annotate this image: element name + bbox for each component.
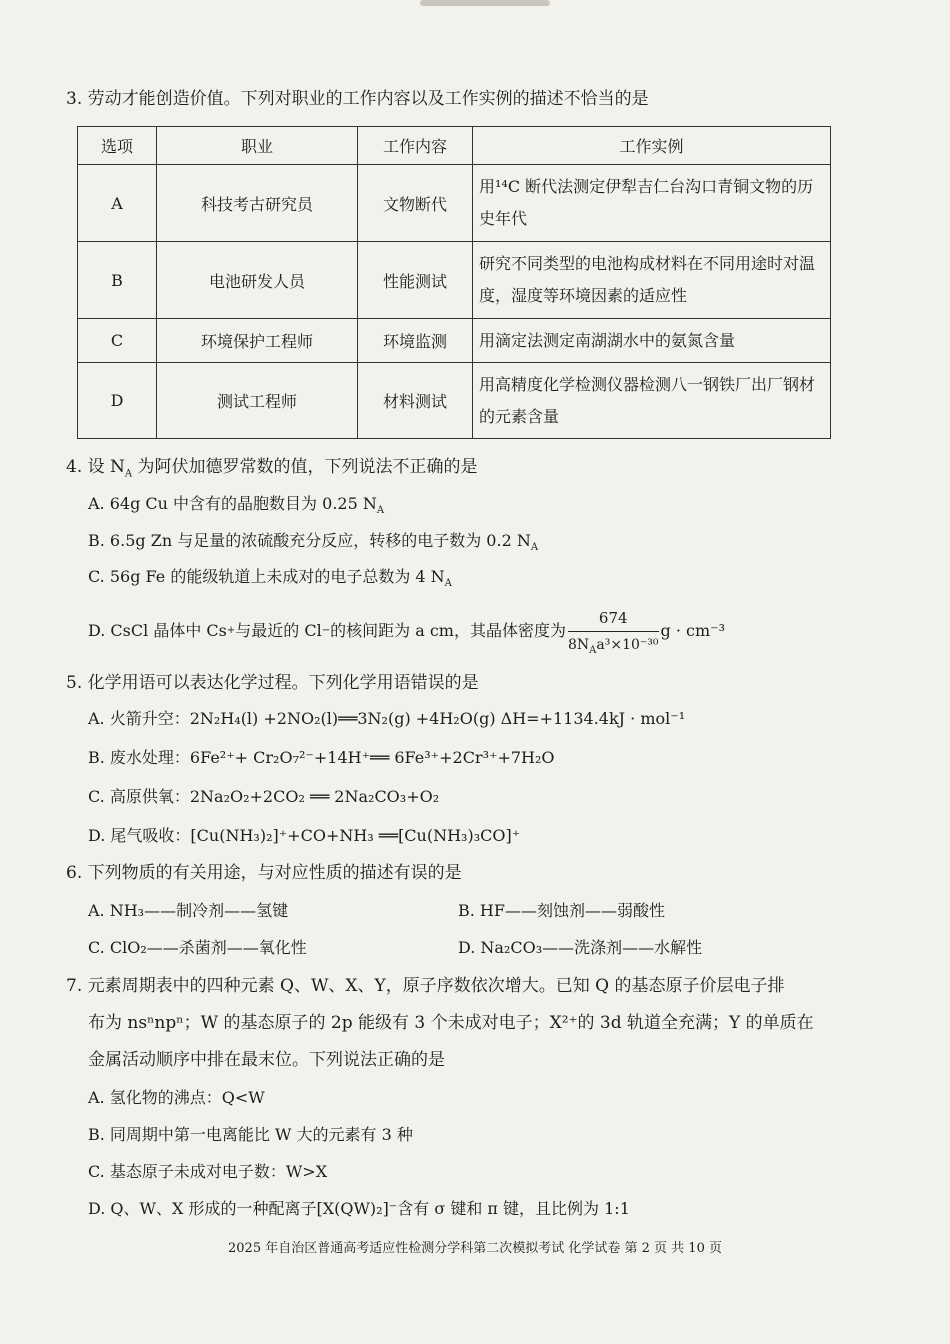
table-row	[78, 363, 831, 439]
q4-den-8n: 8N	[567, 636, 590, 653]
q4-fraction-denominator	[568, 632, 659, 656]
table-row	[78, 165, 831, 242]
q4-option-d-unit: g · cm⁻³	[660, 621, 725, 640]
q6-stem: 6. 下列物质的有关用途，与对应性质的描述有误的是	[66, 863, 462, 883]
q4-density-fraction	[568, 607, 659, 656]
q4-option-b	[88, 530, 538, 552]
q3-header-example: 工作实例	[473, 127, 831, 165]
q3-row-a-example: 用¹⁴C 断代法测定伊犁吉仁台沟口青铜文物的历史年代	[473, 165, 831, 242]
q4-option-b-text: B. 6.5g Zn 与足量的浓硫酸充分反应，转移的电子数为 0.2 N	[88, 531, 531, 550]
q7-stem-line3: 金属活动顺序中排在最末位。下列说法正确的是	[88, 1050, 445, 1070]
q4-stem-rest: 为阿伏加德罗常数的值，下列说法不正确的是	[132, 457, 478, 477]
q3-row-b-option: B	[78, 242, 157, 319]
q6-option-d: D. Na₂CO₃——洗涤剂——水解性	[458, 938, 703, 957]
scan-mark	[420, 0, 550, 6]
q3-row-b-example: 研究不同类型的电池构成材料在不同用途时对温度，湿度等环境因素的适应性	[473, 242, 831, 319]
q4-option-c	[88, 566, 452, 588]
page-footer: 2025 年自治区普通高考适应性检测分学科第二次模拟考试 化学试卷 第 2 页 共 10 页	[228, 1241, 722, 1256]
q3-row-a-content: 文物断代	[358, 165, 473, 242]
q7-option-c: C. 基态原子未成对电子数：W>X	[88, 1162, 328, 1181]
q3-row-c-content: 环境监测	[358, 319, 473, 363]
q7-stem-line2: 布为 nsⁿnpⁿ；W 的基态原子的 2p 能级有 3 个未成对电子；X²⁺的 3d 轨道全充满；Y 的单质在	[88, 1013, 814, 1033]
q3-row-d-content: 材料测试	[358, 363, 473, 439]
q4-option-d-mid: 与最近的 Cl	[235, 621, 322, 640]
q4-den-rest: a³×10⁻³⁰	[596, 636, 659, 653]
q5-stem: 5. 化学用语可以表达化学过程。下列化学用语错误的是	[66, 673, 479, 693]
q4-fraction-numerator: 674	[568, 607, 659, 632]
q3-row-d-option: D	[78, 363, 157, 439]
q5-option-c: C. 高原供氧：2Na₂O₂+2CO₂ ══ 2Na₂CO₃+O₂	[88, 787, 440, 806]
q3-row-a-option: A	[78, 165, 157, 242]
table-row	[78, 242, 831, 319]
q3-row-b-content: 性能测试	[358, 242, 473, 319]
q5-option-a: A. 火箭升空：2N₂H₄(l) +2NO₂(l)══3N₂(g) +4H₂O(g) ΔH=+1134.4kJ · mol⁻¹	[88, 709, 686, 728]
q4-option-b-sub: A	[530, 542, 539, 554]
q3-row-c-example: 用滴定法测定南湖湖水中的氨氮含量	[473, 319, 831, 363]
q4-option-a	[88, 493, 384, 515]
q4-option-a-text: A. 64g Cu 中含有的晶胞数目为 0.25 N	[88, 494, 377, 513]
table-row	[78, 319, 831, 363]
q7-stem-line1: 7. 元素周期表中的四种元素 Q、W、X、Y，原子序数依次增大。已知 Q 的基态原子价层电子排	[66, 976, 785, 996]
q7-option-d: D. Q、W、X 形成的一种配离子[X(QW)₂]⁻含有 σ 键和 π 键，且比例为 1:1	[88, 1199, 630, 1218]
q7-option-b: B. 同周期中第一电离能比 W 大的元素有 3 种	[88, 1125, 413, 1144]
q4-option-d-mid2: 的核间距为 a cm，其晶体密度为	[330, 621, 566, 640]
q5-option-b: B. 废水处理：6Fe²⁺+ Cr₂O₇²⁻+14H⁺══ 6Fe³⁺+2Cr³⁺+7H₂O	[88, 748, 555, 767]
q3-row-a-job: 科技考古研究员	[157, 165, 358, 242]
q6-option-a: A. NH₃——制冷剂——氢键	[88, 901, 289, 920]
q3-header-row	[78, 127, 831, 165]
q3-row-b-job: 电池研发人员	[157, 242, 358, 319]
q6-option-c: C. ClO₂——杀菌剂——氧化性	[88, 938, 307, 957]
q4-stem-text: 4. 设 N	[66, 457, 125, 477]
q3-header-option: 选项	[78, 127, 157, 165]
q4-option-c-text: C. 56g Fe 的能级轨道上未成对的电子总数为 4 N	[88, 567, 445, 586]
q4-stem-sub: A	[124, 468, 133, 480]
q3-stem: 3. 劳动才能创造价值。下列对职业的工作内容以及工作实例的描述不恰当的是	[66, 89, 649, 109]
q4-option-d: D. CsCl 晶体中 Cs + 与最近的 Cl − 的核间距为 a cm，其晶体密度为 $\frac{674}{8N_Aa^3\times 10^{-30}}$ g · cm⁻³	[88, 608, 725, 656]
q3-row-c-option: C	[78, 319, 157, 363]
q3-table	[77, 126, 831, 439]
q4-option-c-sub: A	[444, 578, 452, 590]
q4-option-a-sub: A	[376, 505, 385, 517]
q3-row-c-job: 环境保护工程师	[157, 319, 358, 363]
q7-option-a: A. 氢化物的沸点：Q<W	[88, 1088, 265, 1107]
q4-option-d-pre: D. CsCl 晶体中 Cs	[88, 621, 227, 640]
q6-option-b: B. HF——刻蚀剂——弱酸性	[458, 901, 665, 920]
q4-den-sub: A	[589, 644, 597, 656]
q5-option-d: D. 尾气吸收：[Cu(NH₃)₂]⁺+CO+NH₃ ══[Cu(NH₃)₃CO]⁺	[88, 826, 521, 845]
q3-header-job: 职业	[157, 127, 358, 165]
q3-row-d-example: 用高精度化学检测仪器检测八一钢铁厂出厂钢材的元素含量	[473, 363, 831, 439]
q3-row-d-job: 测试工程师	[157, 363, 358, 439]
q4-stem	[66, 456, 478, 478]
q3-header-content: 工作内容	[358, 127, 473, 165]
